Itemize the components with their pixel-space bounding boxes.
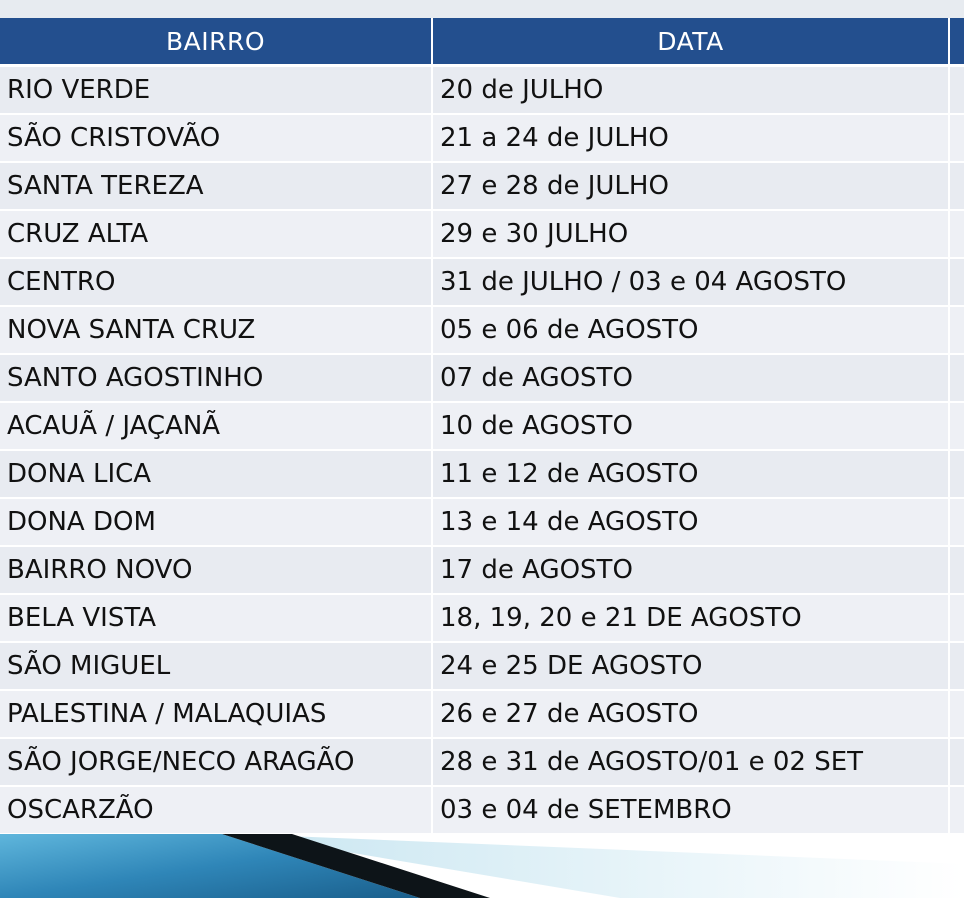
cell-bairro: ACAUÃ / JAÇANÃ [0,402,432,450]
cell-extra [949,738,964,786]
cell-extra [949,306,964,354]
cell-bairro: PALESTINA / MALAQUIAS [0,690,432,738]
cell-extra [949,162,964,210]
cell-extra [949,498,964,546]
cell-bairro: NOVA SANTA CRUZ [0,306,432,354]
cell-extra [949,258,964,306]
schedule-table [0,18,964,835]
column-header-extra [949,18,964,66]
cell-data: 29 e 30 JULHO [432,210,949,258]
cell-bairro: DONA DOM [0,498,432,546]
cell-bairro: SÃO CRISTOVÃO [0,114,432,162]
table-row [0,354,964,402]
cell-data: 13 e 14 de AGOSTO [432,498,949,546]
cell-bairro: SANTO AGOSTINHO [0,354,432,402]
cell-data: 11 e 12 de AGOSTO [432,450,949,498]
table-row [0,66,964,115]
cell-bairro: RIO VERDE [0,66,432,115]
cell-extra [949,546,964,594]
cell-extra [949,402,964,450]
cell-bairro: OSCARZÃO [0,786,432,834]
table-row [0,738,964,786]
cell-extra [949,594,964,642]
cell-bairro: DONA LICA [0,450,432,498]
cell-bairro: BELA VISTA [0,594,432,642]
table-row [0,402,964,450]
header-row [0,18,964,66]
cell-bairro: SANTA TEREZA [0,162,432,210]
cell-extra [949,114,964,162]
table-row [0,690,964,738]
table-row [0,162,964,210]
cell-data: 24 e 25 DE AGOSTO [432,642,949,690]
cell-data: 20 de JULHO [432,66,949,115]
cell-bairro: SÃO MIGUEL [0,642,432,690]
table-row [0,306,964,354]
cell-bairro: SÃO JORGE/NECO ARAGÃO [0,738,432,786]
decorative-swoosh [0,826,964,898]
cell-extra [949,642,964,690]
cell-extra [949,210,964,258]
cell-extra [949,66,964,115]
table-body [0,66,964,835]
cell-data: 26 e 27 de AGOSTO [432,690,949,738]
cell-data: 07 de AGOSTO [432,354,949,402]
cell-data: 10 de AGOSTO [432,402,949,450]
table-row [0,546,964,594]
table-row [0,258,964,306]
column-header-bairro: BAIRRO [0,18,432,66]
cell-bairro: CRUZ ALTA [0,210,432,258]
table-row [0,450,964,498]
cell-data: 05 e 06 de AGOSTO [432,306,949,354]
cell-data: 31 de JULHO / 03 e 04 AGOSTO [432,258,949,306]
cell-data: 21 a 24 de JULHO [432,114,949,162]
cell-extra [949,450,964,498]
cell-extra [949,690,964,738]
table-row [0,210,964,258]
cell-bairro: BAIRRO NOVO [0,546,432,594]
table-row [0,594,964,642]
cell-data: 18, 19, 20 e 21 DE AGOSTO [432,594,949,642]
table-row [0,114,964,162]
cell-extra [949,354,964,402]
top-strip [0,0,964,20]
cell-data: 03 e 04 de SETEMBRO [432,786,949,834]
cell-data: 17 de AGOSTO [432,546,949,594]
table-row [0,642,964,690]
cell-data: 27 e 28 de JULHO [432,162,949,210]
cell-data: 28 e 31 de AGOSTO/01 e 02 SET [432,738,949,786]
cell-bairro: CENTRO [0,258,432,306]
table-row [0,498,964,546]
column-header-data: DATA [432,18,949,66]
